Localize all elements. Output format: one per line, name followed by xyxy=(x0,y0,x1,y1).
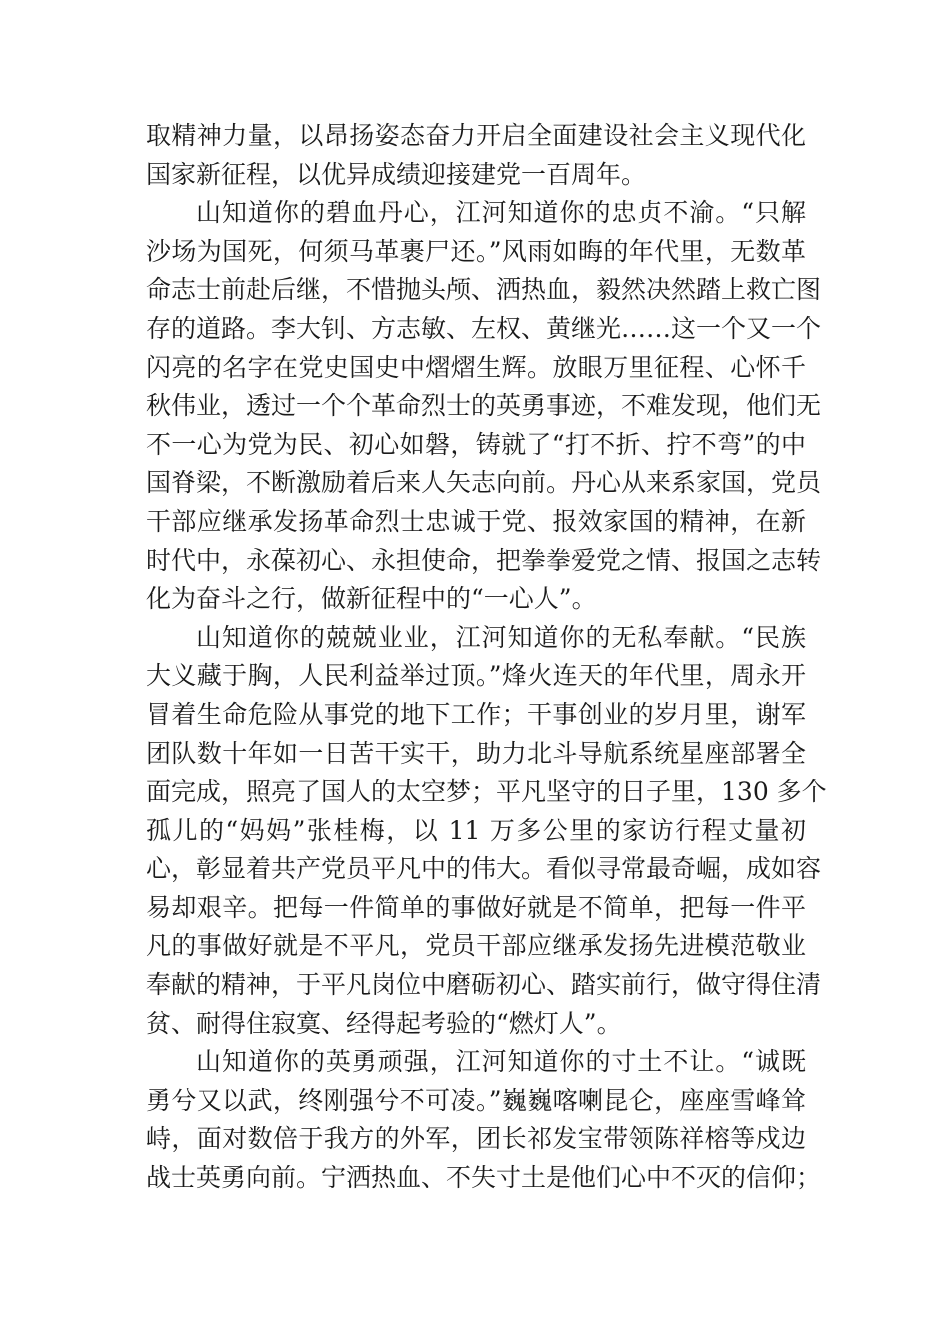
text-line: 面完成，照亮了国人的太空梦；平凡坚守的日子里，130 多个 xyxy=(146,777,827,807)
text-line: 奉献的精神，于平凡岗位中磨砺初心、踏实前行，做守得住清 xyxy=(146,970,822,1000)
text-line: 心，彰显着共产党员平凡中的伟大。看似寻常最奇崛，成如容 xyxy=(146,854,822,884)
text-line: 勇兮又以武，终刚强兮不可凌。”巍巍喀喇昆仑，座座雪峰耸 xyxy=(146,1085,806,1115)
text-line: 冒着生命危险从事党的地下工作；干事创业的岁月里，谢军 xyxy=(146,699,806,729)
text-line: 易却艰辛。把每一件简单的事做好就是不简单，把每一件平 xyxy=(146,892,806,922)
paragraph-start-line: 山知道你的碧血丹心，江河知道你的忠贞不渝。“只解 xyxy=(196,198,806,228)
text-line: 取精神力量，以昂扬姿态奋力开启全面建设社会主义现代化 xyxy=(146,121,806,150)
text-line: 国家新征程，以优异成绩迎接建党一百周年。 xyxy=(146,159,647,189)
text-line: 团队数十年如一日苦干实干，助力北斗导航系统星座部署全 xyxy=(146,738,806,768)
text-line: 不一心为党为民、初心如磐，铸就了“打不折、拧不弯”的中 xyxy=(146,429,806,459)
text-line: 战士英勇向前。宁洒热血、不失寸土是他们心中不灭的信仰； xyxy=(146,1163,822,1193)
article-body xyxy=(146,117,827,1198)
text-line: 秋伟业，透过一个个革命烈士的英勇事迹，不难发现，他们无 xyxy=(146,391,822,421)
text-line: 凡的事做好就是不平凡，党员干部应继承发扬先进模范敬业 xyxy=(146,931,806,961)
text-line: 干部应继承发扬革命烈士忠诚于党、报效家国的精神，在新 xyxy=(146,506,806,536)
text-line: 贫、耐得住寂寞、经得起考验的“燃灯人”。 xyxy=(146,1008,622,1038)
text-line: 存的道路。李大钊、方志敏、左权、黄继光……这一个又一个 xyxy=(146,313,822,343)
text-line: 闪亮的名字在党史国史中熠熠生辉。放眼万里征程、心怀千 xyxy=(146,352,806,382)
paragraph-start-line: 山知道你的兢兢业业，江河知道你的无私奉献。“民族 xyxy=(196,622,806,652)
paragraph-start-line: 山知道你的英勇顽强，江河知道你的寸土不让。“诚既 xyxy=(196,1047,806,1077)
text-line: 时代中，永葆初心、永担使命，把拳拳爱党之情、报国之志转 xyxy=(146,545,822,575)
text-line: 峙，面对数倍于我方的外军，团长祁发宝带领陈祥榕等戍边 xyxy=(146,1124,806,1154)
text-line: 沙场为国死，何须马革裹尸还。”风雨如晦的年代里，无数革 xyxy=(146,236,806,266)
text-line: 孤儿的“妈妈”张桂梅，以 11 万多公里的家访行程丈量初 xyxy=(146,815,806,845)
text-line: 国脊梁，不断激励着后来人矢志向前。丹心从来系家国，党员 xyxy=(146,468,822,498)
text-line: 命志士前赴后继，不惜抛头颅、洒热血，毅然决然踏上救亡图 xyxy=(146,275,822,305)
text-line: 化为奋斗之行，做新征程中的“一心人”。 xyxy=(146,584,597,614)
text-line: 大义藏于胸，人民利益举过顶。”烽火连天的年代里，周永开 xyxy=(146,661,806,691)
